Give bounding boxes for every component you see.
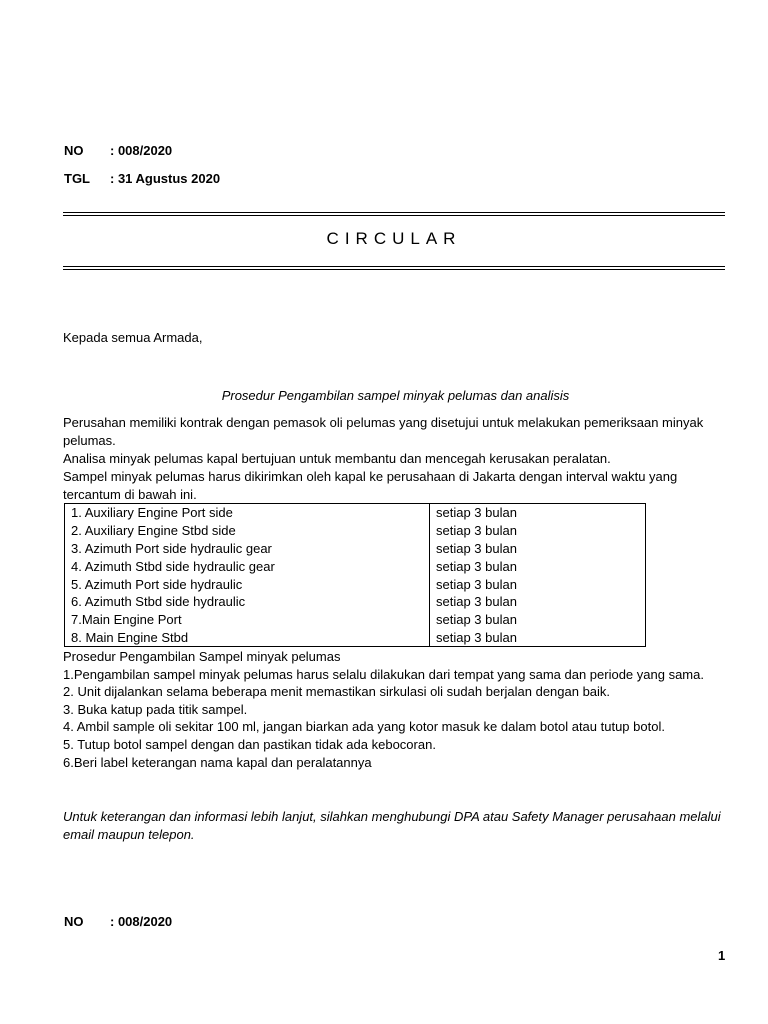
table-cell-item: 1. Auxiliary Engine Port side [65, 504, 430, 522]
table-cell-interval: setiap 3 bulan [436, 540, 517, 556]
table-cell-item: 7.Main Engine Port [65, 611, 430, 629]
table-cell-item: 2. Auxiliary Engine Stbd side [65, 522, 430, 540]
doc-date-value: : 31 Agustus 2020 [110, 171, 221, 186]
table-cell-item: 5. Azimuth Port side hydraulic [65, 575, 430, 593]
table-cell-item: 4. Azimuth Stbd side hydraulic gear [65, 557, 430, 575]
procedure-step: 1.Pengambilan sampel minyak pelumas harus selalu dilakukan dari tempat yang sama dan periode yang sama. [63, 666, 704, 682]
subject-line: Prosedur Pengambilan sampel minyak pelumas dan analisis [221, 388, 570, 403]
doc-number [64, 143, 172, 158]
salutation: Kepada semua Armada, [63, 330, 203, 345]
table-cell-interval: setiap 3 bulan [436, 594, 517, 610]
table-cell-item: 8. Main Engine Stbd [65, 629, 430, 647]
table-row [65, 557, 646, 575]
footer-doc-number-value: : 008/2020 [110, 914, 173, 929]
table-cell-item: 6. Azimuth Stbd side hydraulic [65, 593, 430, 611]
procedure-section [63, 648, 743, 771]
table-cell-interval: setiap 3 bulan [436, 523, 517, 539]
footer-doc-number-label: NO [64, 914, 84, 929]
procedure-step: 2. Unit dijalankan selama beberapa menit memastikan sirkulasi oli sudah berjalan dengan baik. [63, 684, 611, 700]
document-title: CIRCULAR [326, 229, 462, 248]
table-row [65, 593, 646, 611]
table-cell-interval: setiap 3 bulan [436, 505, 517, 521]
table-row [65, 629, 646, 647]
doc-number-label: NO [64, 143, 84, 158]
doc-date-label: TGL [64, 171, 90, 186]
bottom-rule-2 [63, 269, 725, 270]
table-cell-item: 3. Azimuth Port side hydraulic gear [65, 540, 430, 558]
page-number: 1 [718, 948, 726, 963]
procedure-step: 5. Tutup botol sampel dengan dan pastikan tidak ada kebocoran. [63, 736, 436, 752]
top-rule-2 [63, 215, 725, 216]
intro-line-3: Sampel minyak pelumas harus dikirimkan oleh kapal ke perusahaan di Jakarta dengan interval waktu yang tercantum di bawah ini. [63, 469, 678, 502]
closing-note: Untuk keterangan dan informasi lebih lanjut, silahkan menghubungi DPA atau Safety Manager perusahaan melalui email maupun telepon. [63, 809, 721, 842]
intro-paragraph [63, 414, 728, 504]
table-row [65, 575, 646, 593]
footer-doc-number [64, 914, 172, 929]
bottom-rule-1 [63, 266, 725, 267]
table-cell-interval: setiap 3 bulan [436, 558, 517, 574]
procedure-step: 3. Buka katup pada titik sampel. [63, 701, 248, 717]
table-row [65, 540, 646, 558]
table-cell-interval: setiap 3 bulan [436, 612, 517, 628]
procedure-step: 4. Ambil sample oli sekitar 100 ml, jangan biarkan ada yang kotor masuk ke dalam botol atau tutup botol. [63, 719, 665, 735]
intro-line-2: Analisa minyak pelumas kapal bertujuan untuk membantu dan mencegah kerusakan peralatan. [63, 451, 611, 466]
table-cell-interval: setiap 3 bulan [436, 576, 517, 592]
table-row [65, 504, 646, 522]
intro-line-1: Perusahan memiliki kontrak dengan pemasok oli pelumas yang disetujui untuk melakukan pemeriksaan minyak pelumas. [63, 415, 704, 448]
table-row [65, 522, 646, 540]
doc-number-value: : 008/2020 [110, 143, 173, 158]
sampling-interval-table [64, 503, 646, 647]
procedure-heading: Prosedur Pengambilan Sampel minyak pelumas [63, 649, 341, 664]
procedure-step: 6.Beri label keterangan nama kapal dan peralatannya [63, 754, 372, 770]
table-cell-interval: setiap 3 bulan [436, 629, 517, 645]
doc-date [64, 171, 220, 186]
table-row [65, 611, 646, 629]
top-rule-1 [63, 212, 725, 213]
